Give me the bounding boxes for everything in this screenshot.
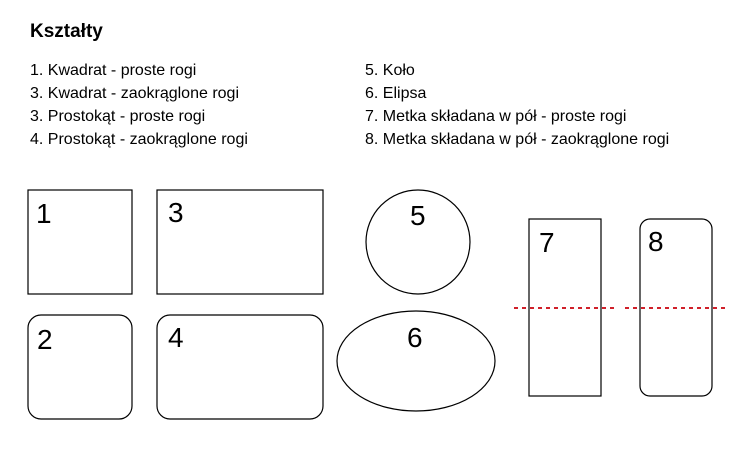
legend-item-6: 6. Elipsa: [365, 85, 427, 102]
legend-item-7: 7. Metka składana w pół - proste rogi: [365, 108, 627, 125]
shape-label-7: 7: [539, 227, 555, 258]
legend-item-3: 3. Prostokąt - proste rogi: [30, 108, 206, 125]
legend-item-1: 1. Kwadrat - proste rogi: [30, 62, 197, 79]
diagram-title: Kształty: [30, 21, 103, 42]
shape-label-8: 8: [648, 226, 664, 257]
legend-item-4: 4. Prostokąt - zaokrąglone rogi: [30, 131, 248, 148]
shape-label-1: 1: [36, 198, 52, 229]
shape-label-4: 4: [168, 322, 184, 353]
shape-label-2: 2: [37, 324, 53, 355]
shape-label-3: 3: [168, 197, 184, 228]
shape-label-6: 6: [407, 322, 423, 353]
legend-item-8: 8. Metka składana w pół - zaokrąglone rogi: [365, 131, 670, 148]
shape-label-5: 5: [410, 200, 426, 231]
legend-item-5: 5. Koło: [365, 62, 415, 79]
legend-item-2: 3. Kwadrat - zaokrąglone rogi: [30, 85, 239, 102]
